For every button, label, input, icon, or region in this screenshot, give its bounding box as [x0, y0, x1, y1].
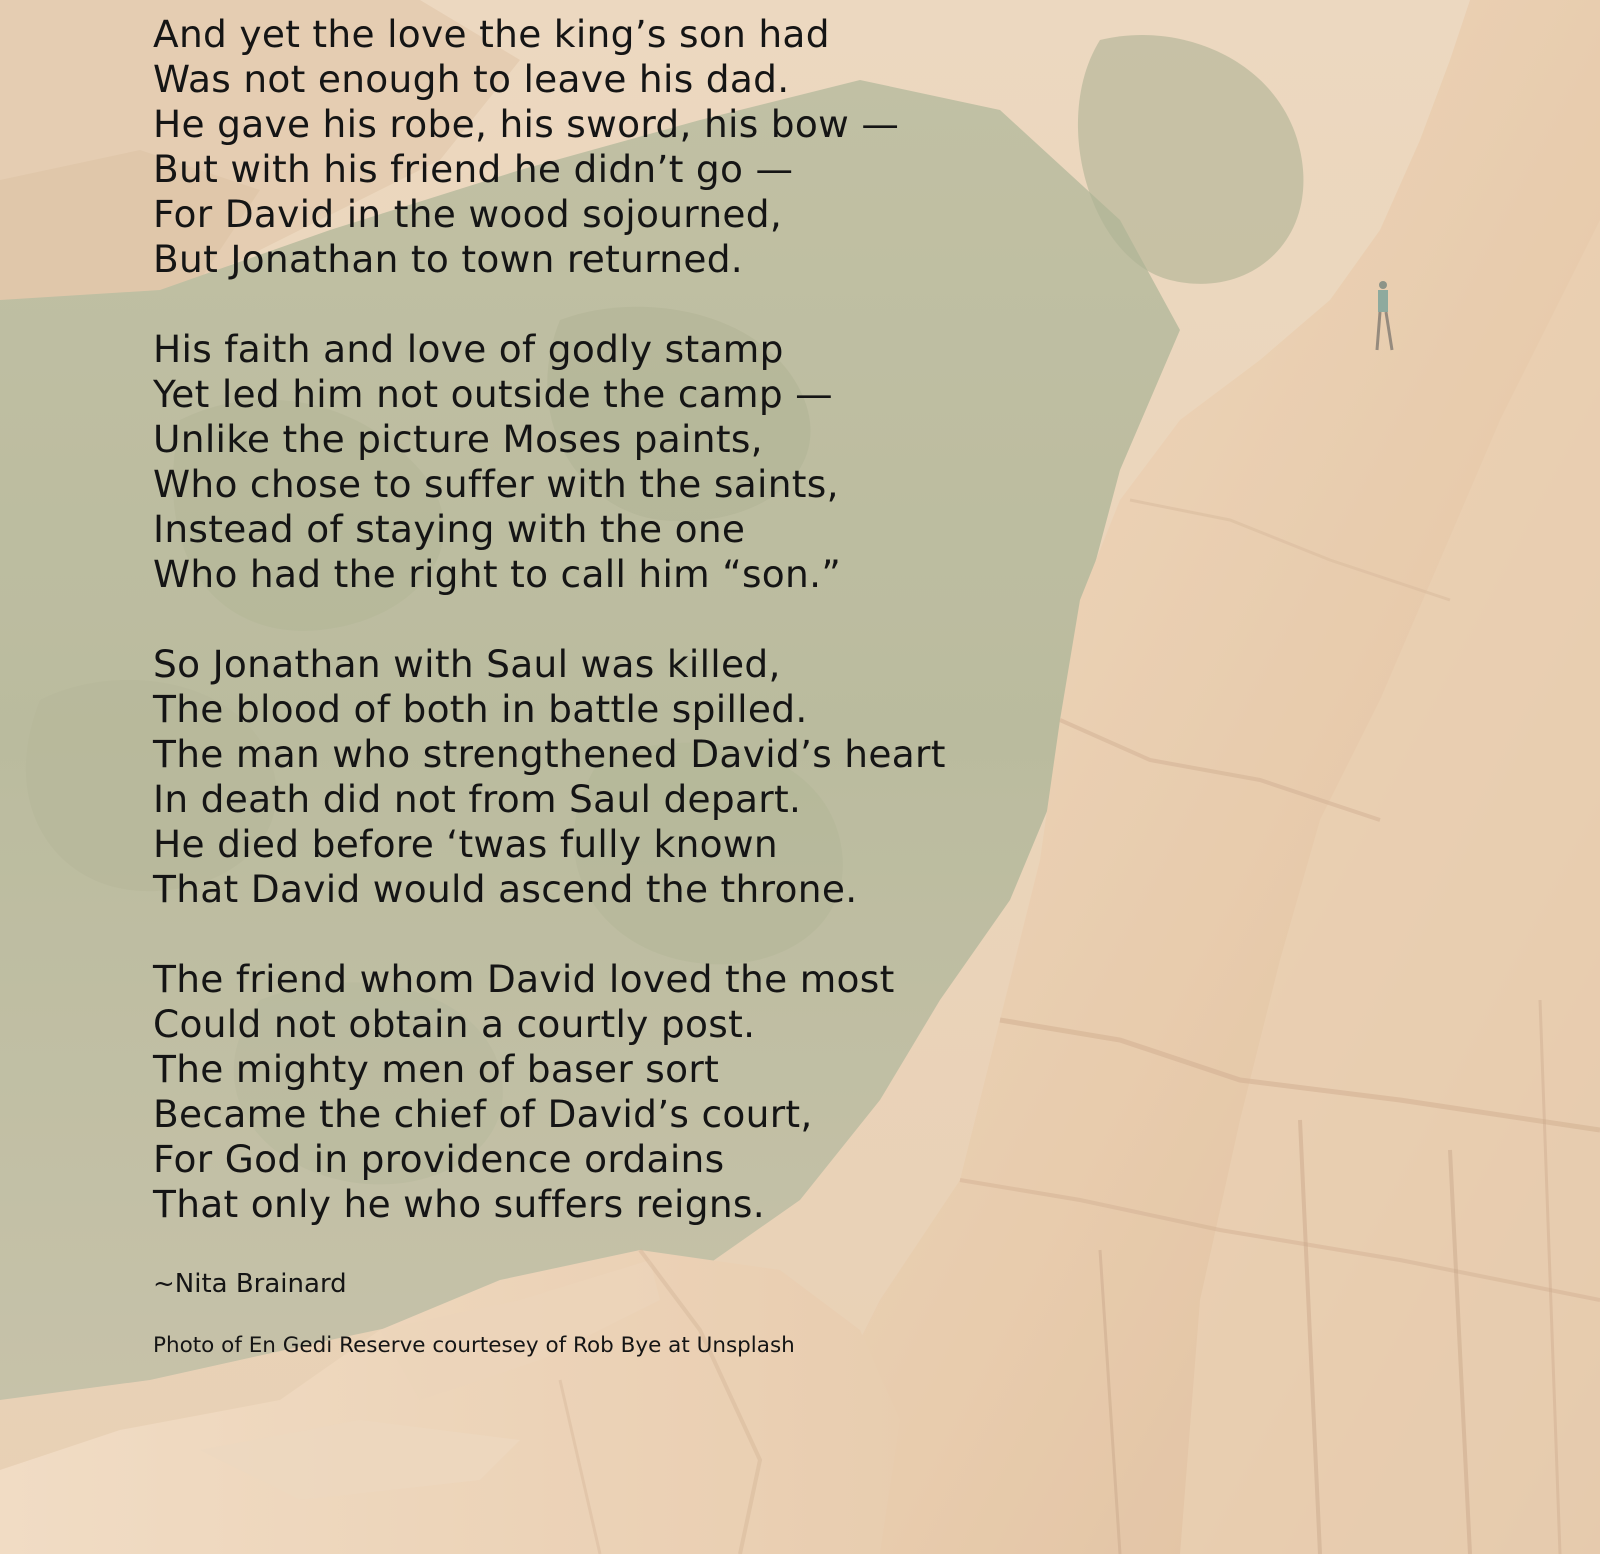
poem-line: So Jonathan with Saul was killed,: [153, 642, 781, 686]
poem-line: For God in providence ordains: [153, 1137, 725, 1181]
poem-line: The friend whom David loved the most: [153, 957, 895, 1001]
stanza-2: [153, 327, 1053, 597]
poem-line: Instead of staying with the one: [153, 507, 746, 551]
poem-line: Was not enough to leave his dad.: [153, 57, 790, 101]
poem-line: But Jonathan to town returned.: [153, 237, 744, 281]
poem-line: His faith and love of godly stamp: [153, 327, 784, 371]
poem-line: Yet led him not outside the camp —: [153, 372, 833, 416]
poem-line: That only he who suffers reigns.: [153, 1182, 765, 1226]
poem-line: The blood of both in battle spilled.: [153, 687, 808, 731]
poem-line: The mighty men of baser sort: [153, 1047, 720, 1091]
poem-line: Who had the right to call him “son.”: [153, 552, 842, 596]
stanza-3: [153, 642, 1053, 912]
stanza-1: [153, 12, 1053, 282]
poem-author: ~Nita Brainard: [153, 1269, 347, 1299]
poem: [153, 12, 1053, 1272]
poem-line: Became the chief of David’s court,: [153, 1092, 813, 1136]
poem-line: He gave his robe, his sword, his bow —: [153, 102, 900, 146]
poem-line: He died before ‘twas fully known: [153, 822, 778, 866]
photo-credit: Photo of En Gedi Reserve courtesey of Rob Bye at Unsplash: [153, 1333, 795, 1358]
poem-line: But with his friend he didn’t go —: [153, 147, 794, 191]
poem-line: That David would ascend the throne.: [153, 867, 858, 911]
stanza-4: [153, 957, 1053, 1227]
poem-line: For David in the wood sojourned,: [153, 192, 783, 236]
poem-line: And yet the love the king’s son had: [153, 12, 830, 56]
poem-line: Unlike the picture Moses paints,: [153, 417, 763, 461]
poem-line: Who chose to suffer with the saints,: [153, 462, 839, 506]
poem-line: Could not obtain a courtly post.: [153, 1002, 756, 1046]
poem-line: In death did not from Saul depart.: [153, 777, 802, 821]
poem-line: The man who strengthened David’s heart: [153, 732, 946, 776]
